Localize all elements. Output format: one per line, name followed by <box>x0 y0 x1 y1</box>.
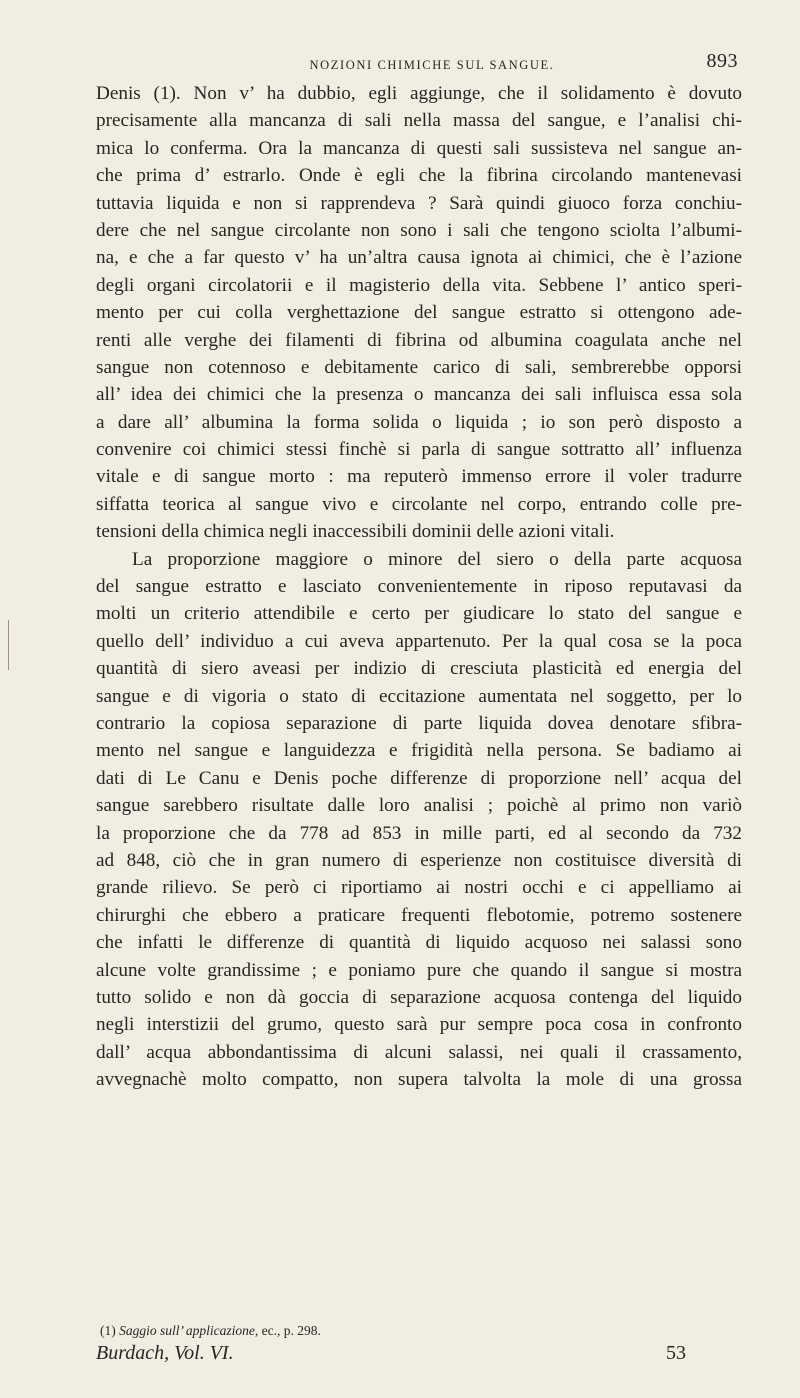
text-line: vitale e di sangue morto : ma reputerò immenso errore il voler tradurre <box>96 466 742 488</box>
text-line: che prima d’ estrarlo. Onde è egli che la fibrina circolando mantenevasi <box>96 165 742 187</box>
footnote-marker: (1) <box>100 1323 116 1338</box>
text-line: avvegnachè molto compatto, non supera talvolta la mole di una grossa <box>96 1069 742 1091</box>
text-line: del sangue estratto e lasciato convenientemente in riposo reputavasi da <box>96 576 742 598</box>
text-line: alcune volte grandissime ; e poniamo pure che quando il sangue si mostra <box>96 959 742 981</box>
text-line: contrario la copiosa separazione di parte liquida dovea denotare sfibra- <box>96 712 742 734</box>
text-line: degli organi circolatorii e il magisterio della vita. Sebbene l’ antico speri- <box>96 274 742 296</box>
text-line: quello dell’ individuo a cui aveva appartenuto. Per la qual cosa se la poca <box>96 630 742 652</box>
text-line: dati di Le Canu e Denis poche differenze di proporzione nell’ acqua del <box>96 767 742 789</box>
signature-line <box>96 1340 742 1366</box>
footnote-rest: , ec., p. 298. <box>254 1323 321 1338</box>
text-line: sangue e di vigoria o stato di eccitazione aumentata nel soggetto, per lo <box>96 685 742 707</box>
text-line: tuttavia liquida e non si rapprendeva ? Sarà quindi giuoco forza conchiu- <box>96 192 742 214</box>
text-line: mica lo conferma. Ora la mancanza di questi sali sussisteva nel sangue an- <box>96 137 742 159</box>
footnote-title: Saggio sull’ applicazione <box>119 1323 255 1338</box>
text-line: la proporzione che da 778 ad 853 in mille parti, ed al secondo da 732 <box>96 822 742 844</box>
text-line: grande rilievo. Se però ci riportiamo ai nostri occhi e ci appelliamo ai <box>96 877 742 899</box>
text-line: mento nel sangue e languidezza e frigidità nella persona. Se badiamo ai <box>96 740 742 762</box>
text-line: precisamente alla mancanza di sali nella massa del sangue, e l’analisi chi- <box>96 110 742 132</box>
page-header <box>96 50 738 80</box>
text-line: convenire coi chimici stessi finchè si parla di sangue sottratto all’ influenza <box>96 439 742 461</box>
text-line: a dare all’ albumina la forma solida o liquida ; io son però disposto a <box>96 411 742 433</box>
text-line: La proporzione maggiore o minore del siero o della parte acquosa <box>132 548 742 570</box>
text-line: molti un criterio attendibile e certo per giudicare lo stato del sangue e <box>96 603 742 625</box>
text-line: sangue sarebbero risultate dalle loro analisi ; poichè al primo non variò <box>96 795 742 817</box>
page-number: 893 <box>706 50 738 72</box>
signature-mark: Burdach, Vol. VI. <box>96 1342 234 1364</box>
signature-number: 53 <box>666 1342 686 1364</box>
text-line: all’ idea dei chimici che la presenza o mancanza dei sali influisca essa sola <box>96 384 742 406</box>
text-line: quantità di siero aveasi per indizio di cresciuta plasticità ed energia del <box>96 658 742 680</box>
footnote-1 <box>96 1322 742 1340</box>
text-line: ad 848, ciò che in gran numero di esperienze non costituisce diversità di <box>96 849 742 871</box>
text-line: tutto solido e non dà goccia di separazione acquosa contenga del liquido <box>96 986 742 1008</box>
text-line: renti alle verghe dei filamenti di fibrina od albumina coagulata anche nel <box>96 329 742 351</box>
text-line: sangue non cotennoso e debitamente carico di sali, sembrerebbe opporsi <box>96 356 742 378</box>
body-text <box>96 80 742 1093</box>
text-line: dall’ acqua abbondantissima di alcuni salassi, nei quali il crassamento, <box>96 1041 742 1063</box>
page-edge-mark <box>8 620 9 670</box>
running-head: NOZIONI CHIMICHE SUL SANGUE. <box>309 58 555 72</box>
text-line: chirurghi che ebbero a praticare frequenti flebotomie, potremo sostenere <box>96 904 742 926</box>
text-line: tensioni della chimica negli inaccessibili dominii delle azioni vitali. <box>96 521 615 543</box>
text-line: siffatta teorica al sangue vivo e circolante nel corpo, entrando colle pre- <box>96 493 742 515</box>
footnotes <box>96 1322 742 1366</box>
text-line: mento per cui colla verghettazione del sangue estratto si ottengono ade- <box>96 302 742 324</box>
text-line: Denis (1). Non v’ ha dubbio, egli aggiunge, che il solidamento è dovuto <box>96 83 742 104</box>
text-line: che infatti le differenze di quantità di liquido acquoso nei salassi sono <box>96 932 742 954</box>
text-line: negli interstizii del grumo, questo sarà pur sempre poca cosa in confronto <box>96 1014 742 1036</box>
text-line: na, e che a far questo v’ ha un’altra causa ignota ai chimici, che è l’azione <box>96 247 742 269</box>
text-line: dere che nel sangue circolante non sono i sali che tengono sciolta l’albumi- <box>96 219 742 241</box>
